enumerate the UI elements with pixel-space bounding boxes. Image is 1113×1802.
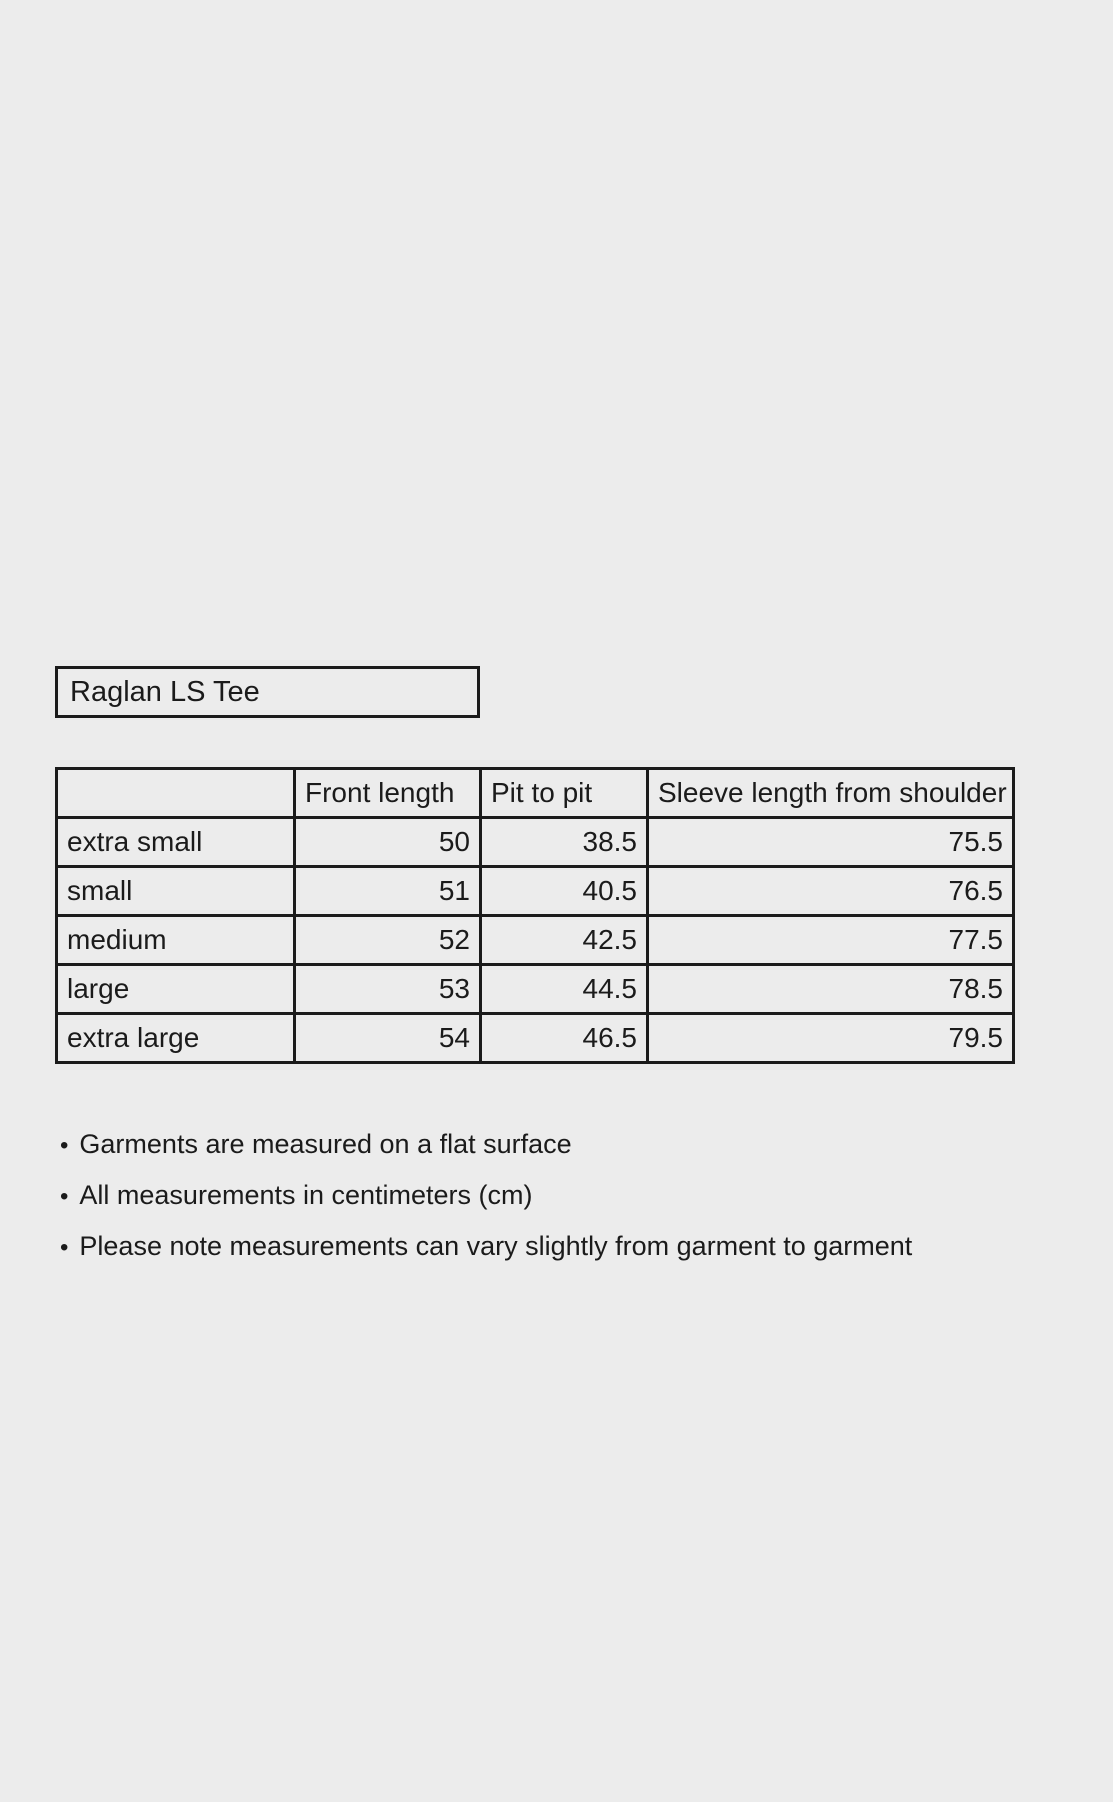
front-length-value: 50 <box>295 818 481 867</box>
size-label: extra large <box>57 1014 295 1063</box>
front-length-header: Front length <box>295 769 481 818</box>
note-text: All measurements in centimeters (cm) <box>79 1180 533 1210</box>
note-item <box>60 1232 912 1262</box>
note-item <box>60 1181 912 1211</box>
table-header-row <box>57 769 1014 818</box>
pit-to-pit-value: 42.5 <box>481 916 648 965</box>
sleeve-length-header: Sleeve length from shoulder <box>648 769 1014 818</box>
table-row <box>57 867 1014 916</box>
note-text: Garments are measured on a flat surface <box>79 1129 572 1159</box>
note-item <box>60 1130 912 1160</box>
bullet-icon: • <box>60 1132 69 1159</box>
table-row <box>57 818 1014 867</box>
front-length-value: 54 <box>295 1014 481 1063</box>
size-label: small <box>57 867 295 916</box>
notes-list <box>60 1130 912 1283</box>
size-label: large <box>57 965 295 1014</box>
pit-to-pit-header: Pit to pit <box>481 769 648 818</box>
pit-to-pit-value: 40.5 <box>481 867 648 916</box>
size-column-header <box>57 769 295 818</box>
table-row <box>57 916 1014 965</box>
size-table <box>55 767 1015 1064</box>
product-title-box <box>55 666 480 718</box>
pit-to-pit-value: 46.5 <box>481 1014 648 1063</box>
size-label: medium <box>57 916 295 965</box>
sleeve-length-value: 76.5 <box>648 867 1014 916</box>
table-row <box>57 965 1014 1014</box>
pit-to-pit-value: 38.5 <box>481 818 648 867</box>
front-length-value: 51 <box>295 867 481 916</box>
note-text: Please note measurements can vary slightly from garment to garment <box>79 1231 913 1261</box>
product-title: Raglan LS Tee <box>70 675 260 708</box>
bullet-icon: • <box>60 1234 69 1261</box>
front-length-value: 52 <box>295 916 481 965</box>
bullet-icon: • <box>60 1183 69 1210</box>
sleeve-length-value: 77.5 <box>648 916 1014 965</box>
front-length-value: 53 <box>295 965 481 1014</box>
size-label: extra small <box>57 818 295 867</box>
sleeve-length-value: 75.5 <box>648 818 1014 867</box>
sleeve-length-value: 79.5 <box>648 1014 1014 1063</box>
pit-to-pit-value: 44.5 <box>481 965 648 1014</box>
sleeve-length-value: 78.5 <box>648 965 1014 1014</box>
table-row <box>57 1014 1014 1063</box>
